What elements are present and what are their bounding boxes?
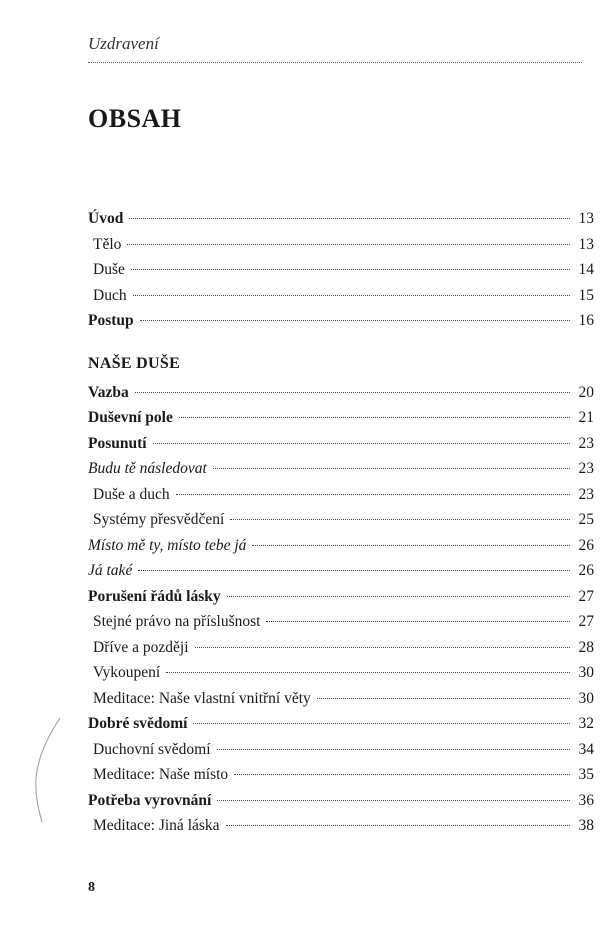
toc-entry-label: Místo mě ty, místo tebe já [88,536,247,554]
toc-entry [88,287,594,313]
dot-leader [195,647,570,648]
dot-leader [227,596,570,597]
toc-entry-label: Posunutí [88,434,147,452]
toc-entry-label: Stejné právo na příslušnost [93,613,261,630]
dot-leader [153,443,570,444]
toc-entry-page: 26 [578,536,594,554]
toc-entry-label: Já také [88,562,133,579]
toc-entry-page: 15 [578,286,594,304]
toc-entry [88,817,594,843]
toc-entry-page: 27 [578,587,594,605]
toc-entry-page: 16 [578,312,594,329]
toc-entry-label: Meditace: Jiná láska [93,817,220,834]
toc-entry [88,236,594,262]
dot-leader [213,468,570,469]
toc-entry [88,690,594,716]
toc-entry-page: 13 [578,210,594,227]
running-header: Uzdravení [88,34,159,53]
toc-entry-page: 28 [578,638,594,656]
page-number: 8 [88,880,95,895]
toc-entry-label: Meditace: Naše místo [93,766,229,783]
dot-leader [217,749,570,750]
header-divider [88,62,582,63]
toc-entry-page: 23 [578,485,594,503]
dot-leader [135,392,570,393]
toc-main-group [88,384,594,843]
toc-entry-page: 25 [578,511,594,528]
toc-entry [88,766,594,792]
dot-leader [166,672,570,673]
toc-entry [88,435,594,461]
toc-entry-page: 21 [578,409,594,426]
toc-entry-label: Duše a duch [93,485,170,503]
dot-leader [193,723,570,724]
toc-entry-label: Potřeba vyrovnání [88,791,212,809]
toc-entry-label: Systémy přesvědčení [93,511,225,528]
toc-entry [88,792,594,818]
toc-entry [88,562,594,588]
toc-entry-page: 35 [578,766,594,783]
toc-entry [88,741,594,767]
toc-entry [88,664,594,690]
toc-entry-label: Budu tě následovat [88,460,207,477]
dot-leader [226,825,570,826]
toc-entry-page: 13 [578,235,594,253]
toc-entry [88,409,594,435]
toc-entry [88,613,594,639]
toc-entry-label: Duchovní svědomí [93,740,211,758]
toc-entry-page: 32 [578,715,594,732]
dot-leader [252,545,570,546]
toc-entry-label: Dříve a později [93,638,189,656]
pencil-mark [26,716,66,826]
toc-entry-label: Postup [88,312,134,329]
toc-entry [88,588,594,614]
toc-entry-label: Vazba [88,383,129,401]
dot-leader [234,774,570,775]
toc-entry-page: 23 [578,460,594,477]
toc-entry-label: Duch [93,286,127,304]
toc-entry-label: Dobré svědomí [88,715,188,732]
toc-entry [88,639,594,665]
section-heading: NAŠE DUŠE [88,354,181,372]
dot-leader [140,320,570,321]
toc-entry-page: 14 [578,261,594,278]
toc-entry-page: 27 [578,613,594,630]
dot-leader [217,800,570,801]
toc-entry-page: 34 [578,740,594,758]
toc-entry [88,210,594,236]
toc-entry [88,460,594,486]
dot-leader [131,269,570,270]
dot-leader [127,244,570,245]
dot-leader [133,295,570,296]
toc-entry-label: Meditace: Naše vlastní vnitřní věty [93,689,311,707]
dot-leader [230,519,570,520]
dot-leader [138,570,570,571]
toc-entry [88,312,594,338]
toc-entry-page: 26 [578,562,594,579]
toc-entry-page: 30 [578,689,594,707]
table-of-contents [88,210,594,843]
toc-entry-label: Vykoupení [93,664,161,681]
toc-entry [88,715,594,741]
dot-leader [176,494,570,495]
toc-entry [88,511,594,537]
dot-leader [179,417,570,418]
toc-intro-group [88,210,594,338]
toc-entry-label: Tělo [93,235,122,253]
toc-entry-page: 23 [578,434,594,452]
toc-entry-page: 36 [578,791,594,809]
toc-entry-label: Duševní pole [88,409,173,426]
toc-entry-label: Úvod [88,210,124,227]
toc-entry-label: Duše [93,261,125,278]
toc-entry [88,486,594,512]
toc-entry-label: Porušení řádů lásky [88,587,221,605]
toc-entry [88,537,594,563]
dot-leader [129,218,570,219]
toc-entry-page: 20 [578,383,594,401]
page-title: OBSAH [88,104,182,133]
dot-leader [266,621,570,622]
toc-entry [88,384,594,410]
toc-entry [88,261,594,287]
toc-entry-page: 30 [578,664,594,681]
toc-entry-page: 38 [578,817,594,834]
dot-leader [317,698,570,699]
